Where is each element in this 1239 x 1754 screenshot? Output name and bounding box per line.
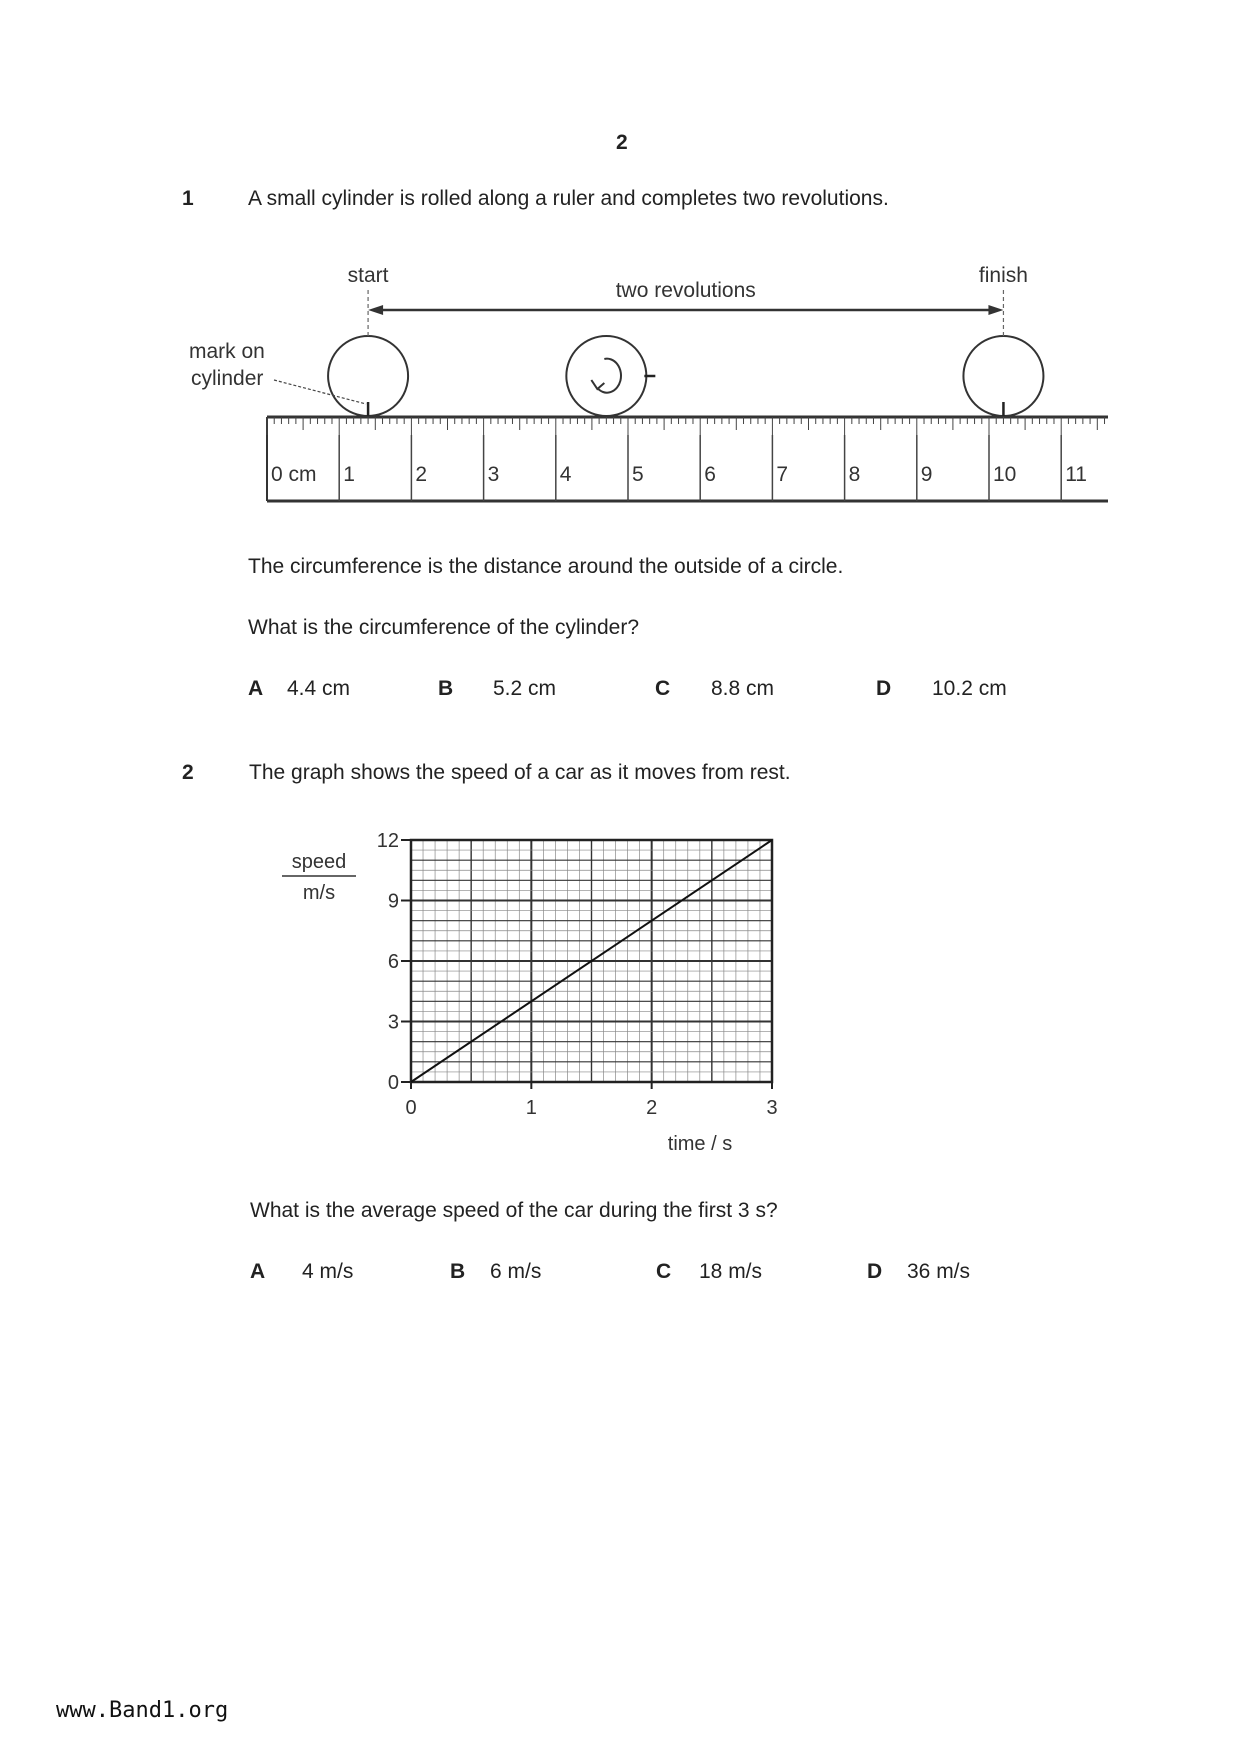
span-label: two revolutions: [615, 279, 756, 302]
q1-question: What is the circumference of the cylinder?: [248, 616, 640, 639]
page-number: 2: [616, 131, 628, 154]
option-text: 18 m/s: [699, 1260, 763, 1283]
option-text: 6 m/s: [490, 1260, 542, 1283]
option-text: 8.8 cm: [711, 677, 775, 700]
option-text: 4.4 cm: [287, 677, 351, 700]
ruler-label: 11: [1065, 463, 1088, 486]
option-letter: B: [450, 1260, 466, 1283]
arrowhead-left-icon: [368, 305, 383, 315]
ruler-label: 0 cm: [271, 463, 317, 486]
ruler-label: 9: [920, 463, 933, 486]
cylinder-ruler-diagram: [0, 240, 1239, 520]
y-tick-label: 12: [376, 830, 399, 852]
y-axis-label-bottom: m/s: [302, 882, 336, 904]
q2-question: What is the average speed of the car during the first 3 s?: [250, 1199, 778, 1222]
mark-label: mark on: [189, 340, 265, 363]
q1-statement: The circumference is the distance around the outside of a circle.: [248, 555, 844, 578]
ruler-label: 10: [993, 463, 1017, 486]
option-text: 10.2 cm: [932, 677, 1007, 700]
x-tick-label: 3: [766, 1097, 778, 1119]
y-axis-label-top: speed: [291, 851, 347, 873]
option-letter: A: [248, 677, 264, 700]
y-tick-label: 9: [387, 890, 399, 913]
ruler-label: 4: [559, 463, 572, 486]
ruler-label: 2: [415, 463, 428, 486]
option-letter: B: [438, 677, 454, 700]
ruler-label: 8: [848, 463, 861, 486]
speed-time-graph: [260, 815, 800, 1165]
mark-leader-line: [274, 380, 366, 404]
ruler-label: 1: [343, 463, 355, 486]
option-letter: C: [655, 677, 671, 700]
rotation-arrowhead-icon: [591, 380, 604, 389]
ruler-label: 3: [487, 463, 500, 486]
y-tick-label: 0: [387, 1072, 399, 1094]
ruler-label: 7: [776, 463, 789, 486]
rotation-arrow-icon: [597, 359, 621, 393]
option-letter: D: [867, 1260, 883, 1283]
arrowhead-right-icon: [988, 305, 1003, 315]
option-letter: D: [876, 677, 892, 700]
x-tick-label: 0: [405, 1097, 417, 1119]
option-letter: C: [656, 1260, 672, 1283]
q2-text: The graph shows the speed of a car as it moves from rest.: [249, 761, 791, 784]
y-tick-label: 6: [387, 951, 399, 973]
x-tick-label: 2: [646, 1097, 658, 1119]
finish-label: finish: [978, 264, 1028, 287]
option-text: 4 m/s: [302, 1260, 354, 1283]
option-text: 5.2 cm: [493, 677, 557, 700]
q1-number: 1: [182, 187, 194, 210]
y-tick-label: 3: [387, 1011, 399, 1034]
q1-text: A small cylinder is rolled along a ruler and completes two revolutions.: [248, 187, 889, 210]
option-letter: A: [250, 1260, 266, 1283]
cylinder-rolling: [566, 336, 646, 416]
ruler-label: 6: [704, 463, 716, 486]
ruler-label: 5: [632, 463, 644, 486]
x-axis-label: time / s: [667, 1133, 733, 1155]
q2-number: 2: [182, 761, 194, 784]
x-tick-label: 1: [525, 1097, 537, 1119]
footer-website: www.Band1.org: [56, 1698, 229, 1723]
mark-label: cylinder: [191, 367, 264, 390]
start-label: start: [347, 264, 389, 287]
option-text: 36 m/s: [907, 1260, 971, 1283]
